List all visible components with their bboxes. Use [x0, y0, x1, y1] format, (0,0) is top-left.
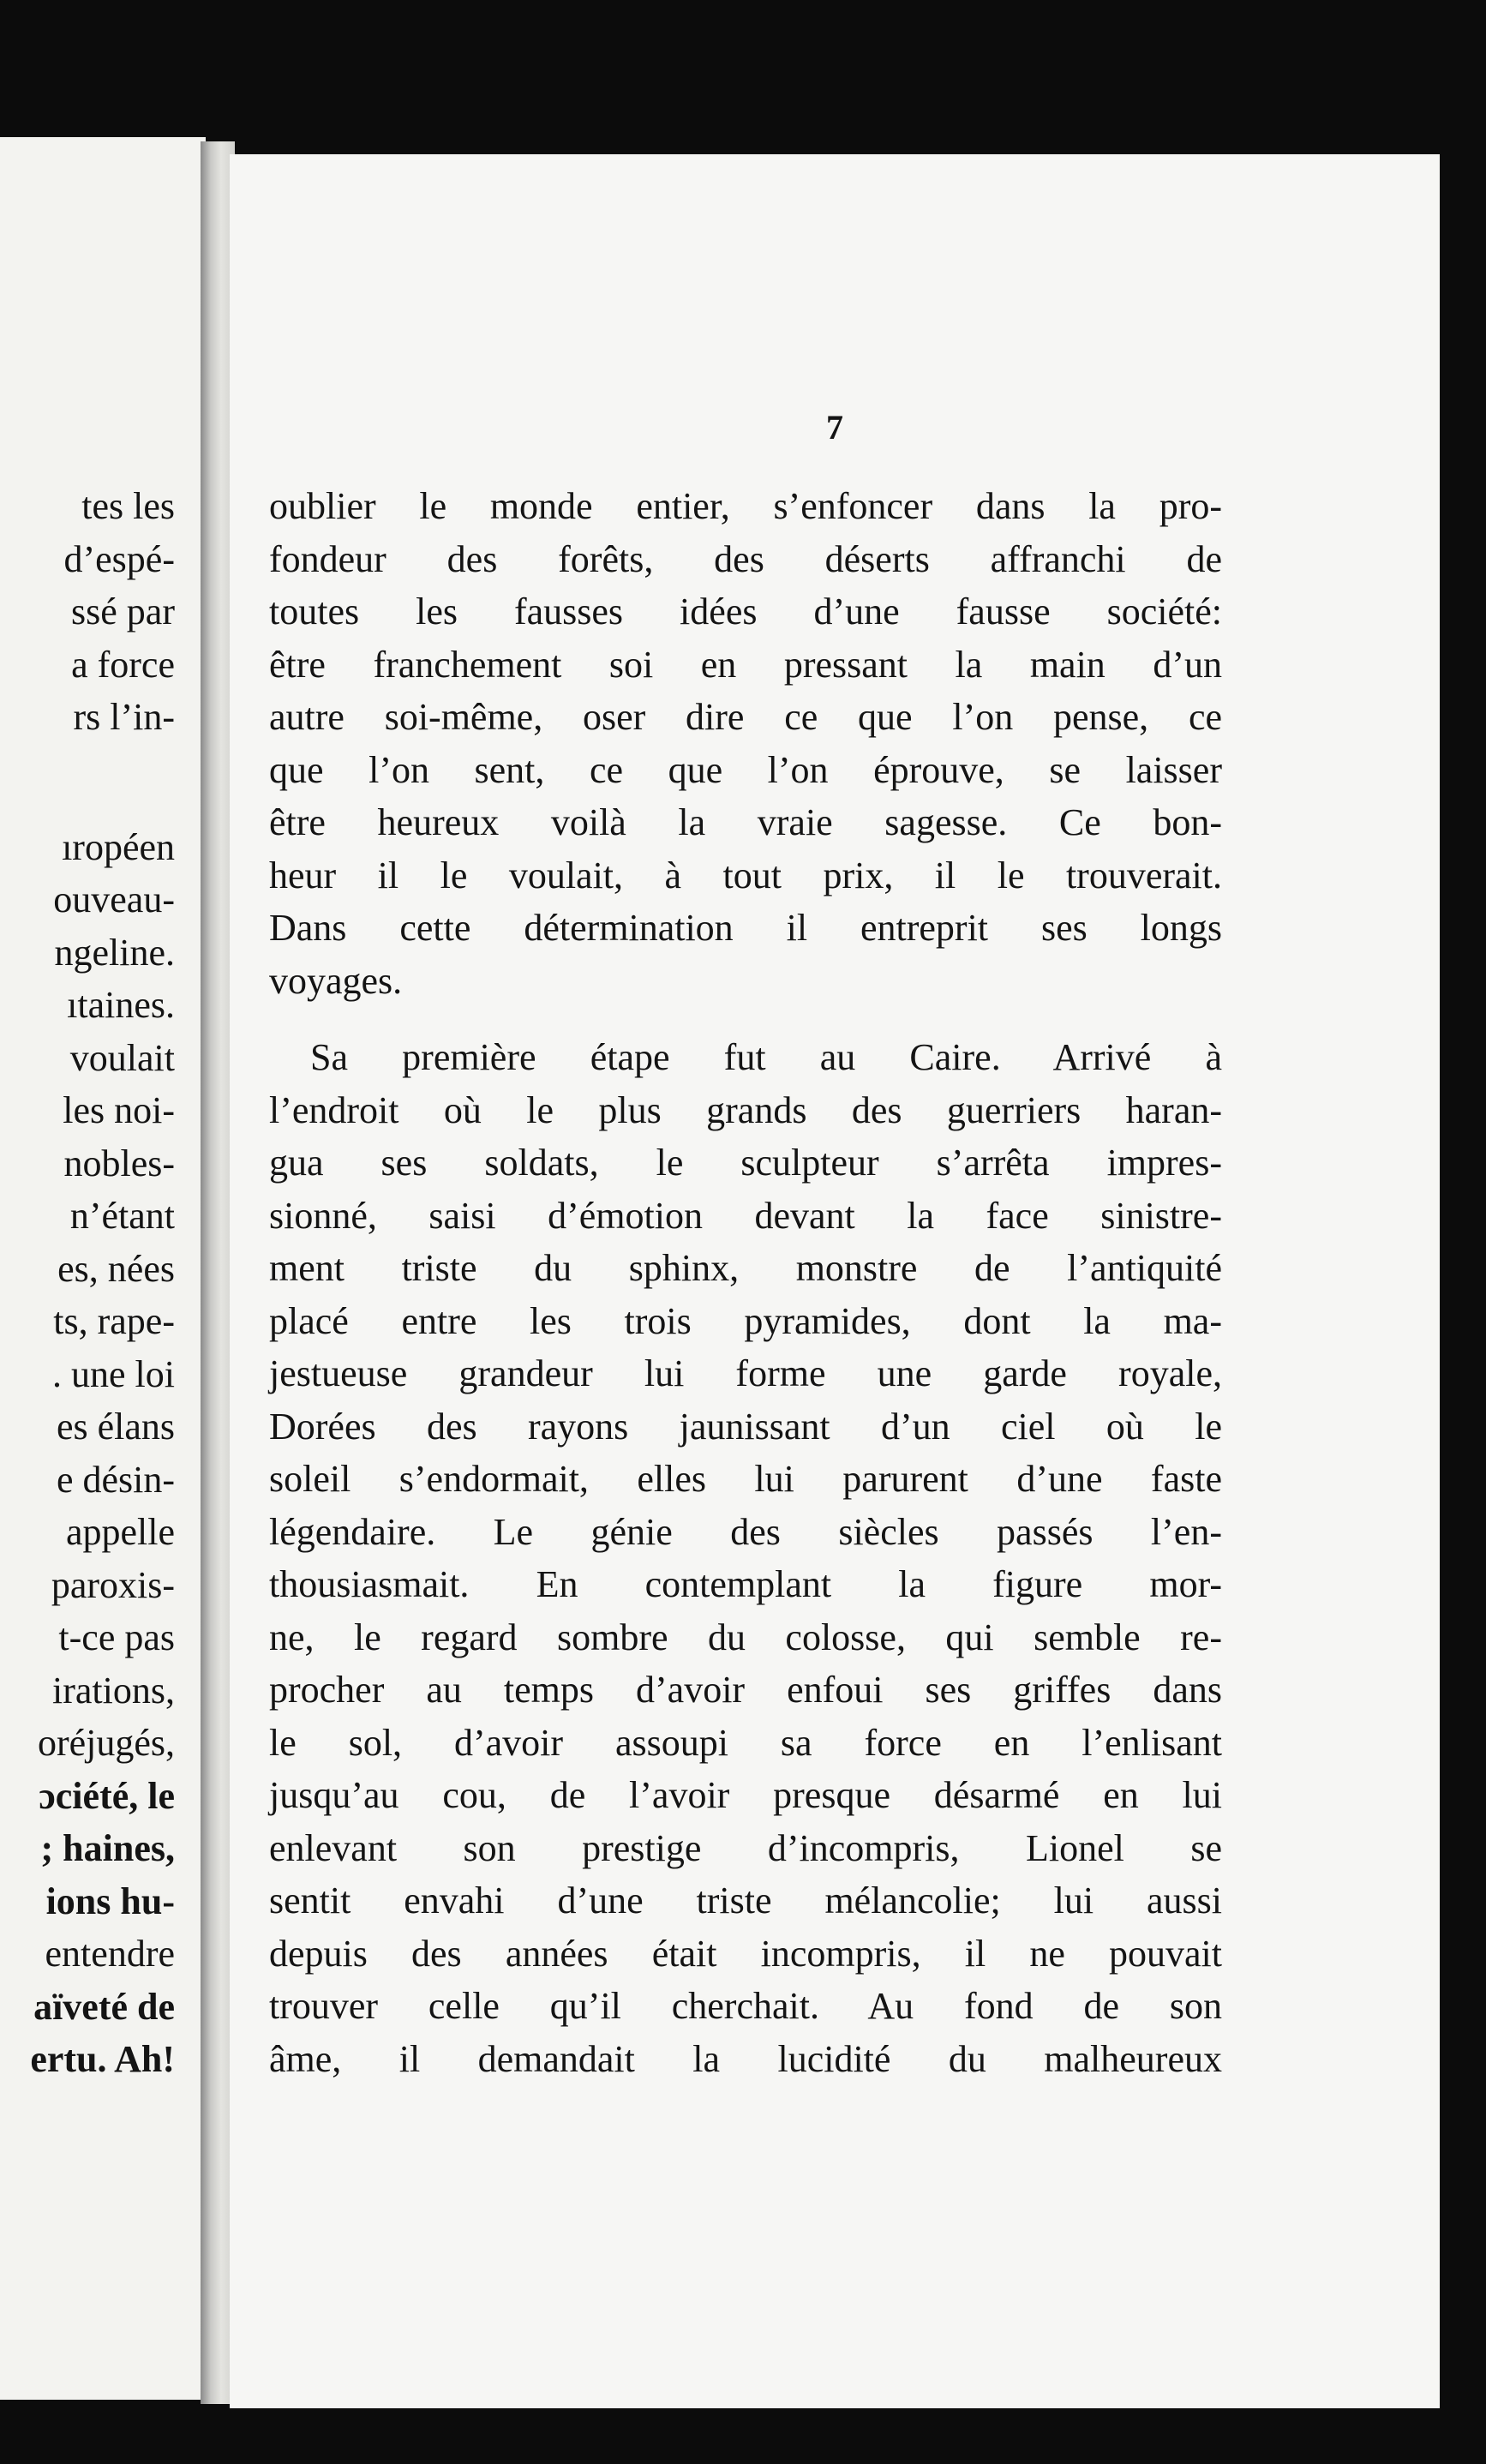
text-line: Dorées des rayons jaunissant d’un ciel où le [269, 1405, 1222, 1448]
previous-page-line: a force [71, 643, 175, 686]
previous-page-line: les noi- [63, 1089, 175, 1131]
previous-page-line: entendre [45, 1933, 175, 1975]
previous-page-line: n’étant [69, 1195, 175, 1237]
previous-page [0, 137, 206, 2400]
text-line: oublier le monde entier, s’enfoncer dans la pro- [269, 485, 1222, 527]
previous-page-line: ngeline. [54, 931, 175, 974]
previous-page-paragraph-gap [30, 744, 175, 821]
page-body [269, 480, 1222, 2085]
previous-page-line: nobles- [63, 1142, 175, 1184]
text-line: l’endroit où le plus grands des guerriers haran- [269, 1088, 1222, 1131]
text-line: sionné, saisi d’émotion devant la face sinistre- [269, 1194, 1222, 1237]
text-line: heur il le voulait, à tout prix, il le trouverait. [269, 854, 1222, 896]
previous-page-line: t-ce pas [58, 1616, 175, 1658]
previous-page-line: ions hu- [45, 1879, 175, 1922]
text-line: Sa première étape fut au Caire. Arrivé à [310, 1036, 1222, 1078]
text-line: toutes les fausses idées d’une fausse société: [269, 591, 1222, 632]
text-line: jestueuse grandeur lui forme une garde royale, [269, 1352, 1222, 1394]
text-line: depuis des années était incompris, il ne pouvait [269, 1932, 1222, 1975]
previous-page-line: ertu. Ah! [30, 2038, 175, 2080]
previous-page-line: irations, [52, 1669, 175, 1712]
previous-page-line: . une loi [52, 1352, 175, 1395]
page-number: 7 [826, 408, 843, 447]
text-line: jusqu’au cou, de l’avoir presque désarmé en lui [269, 1774, 1222, 1816]
previous-page-line: e désin- [56, 1458, 175, 1501]
text-line: être franchement soi en pressant la main d’un [269, 643, 1222, 686]
previous-page-line: paroxis- [51, 1563, 175, 1606]
text-line: que l’on sent, ce que l’on éprouve, se laisser [269, 748, 1222, 791]
previous-page-line: ouveau- [53, 878, 175, 920]
text-line: le sol, d’avoir assoupi sa force en l’enlisant [269, 1721, 1222, 1764]
previous-page-line: ts, rape- [53, 1300, 175, 1342]
previous-page-line: voulait [69, 1036, 175, 1079]
text-line: soleil s’endormait, elles lui parurent d’une faste [269, 1458, 1222, 1500]
previous-page-line: oréjugés, [37, 1722, 175, 1764]
text-line: gua ses soldats, le sculpteur s’arrêta impres- [269, 1142, 1222, 1184]
previous-page-line: ssé par [71, 591, 175, 632]
text-line: ne, le regard sombre du colosse, qui semble re- [269, 1616, 1222, 1658]
previous-page-line: appelle [65, 1511, 175, 1553]
text-line: thousiasmait. En contemplant la figure mor- [269, 1563, 1222, 1605]
text-line: Dans cette détermination il entreprit ses longs [269, 907, 1222, 949]
previous-page-line: ıtaines. [67, 984, 175, 1026]
text-line: enlevant son prestige d’incompris, Lionel se [269, 1826, 1222, 1869]
paragraph-2 [269, 1031, 1222, 2085]
previous-page-line: d’espé- [63, 537, 175, 580]
text-line: voyages. [269, 959, 403, 1002]
text-line: sentit envahi d’une triste mélancolie; lui aussi [269, 1879, 1222, 1921]
previous-page-line: ɔciété, le [39, 1774, 175, 1817]
previous-page-line: es élans [56, 1406, 175, 1448]
text-line: fondeur des forêts, des déserts affranchi de [269, 537, 1222, 580]
text-line: légendaire. Le génie des siècles passés l’en- [269, 1510, 1222, 1553]
previous-page-line: es, nées [57, 1247, 175, 1290]
previous-page-line: ıropéen [62, 825, 175, 868]
paragraph-1 [269, 480, 1222, 1007]
previous-page-line: ; haines, [40, 1827, 175, 1869]
current-page [230, 154, 1440, 2408]
previous-page-line: tes les [81, 485, 175, 527]
text-line: âme, il demandait la lucidité du malheureux [269, 2037, 1222, 2080]
previous-page-line: rs l’in- [73, 696, 175, 738]
previous-page-text [30, 480, 175, 2086]
text-line: procher au temps d’avoir enfoui ses griffes dans [269, 1669, 1222, 1711]
text-line: être heureux voilà la vraie sagesse. Ce bon- [269, 801, 1222, 843]
text-line: trouver celle qu’il cherchait. Au fond de son [269, 1985, 1222, 2027]
text-line: ment triste du sphinx, monstre de l’antiquité [269, 1247, 1222, 1289]
text-line: autre soi-même, oser dire ce que l’on pense, ce [269, 696, 1222, 738]
previous-page-line: aïveté de [33, 1985, 175, 2028]
text-line: placé entre les trois pyramides, dont la ma- [269, 1299, 1222, 1342]
